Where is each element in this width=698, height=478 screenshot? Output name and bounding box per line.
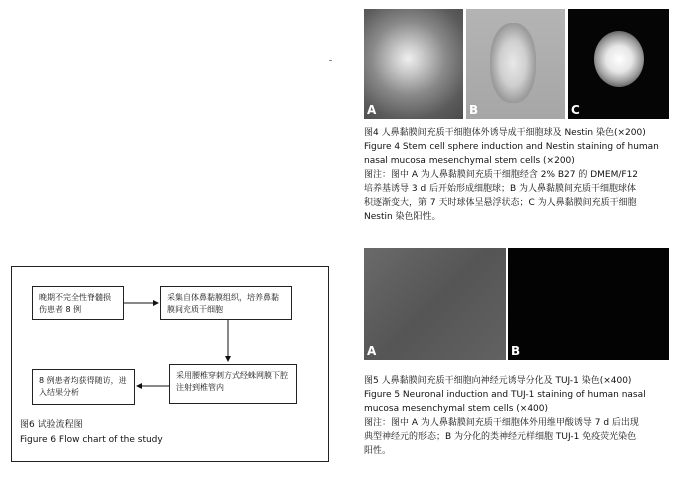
flow-box-3: 采用腰椎穿刺方式经蛛网膜下腔注射到椎管内 (169, 364, 297, 404)
figure5-caption-en-2: mucosa mesenchymal stem cells (×400) (364, 404, 549, 414)
figure5-note-2: 典型神经元的形态；B 为分化的类神经元样细胞 TUJ-1 免疫荧光染色 (364, 432, 637, 442)
figure6-caption-cn: 图6 试验流程图 (20, 420, 83, 430)
panel-label-b: B (511, 344, 521, 358)
figure5-note-3: 阳性。 (364, 446, 392, 456)
figure4-note-1: 图注：图中 A 为人鼻黏膜间充质干细胞经含 2% B27 的 DMEM/F12 (364, 170, 639, 180)
flow-box-1: 晚期不完全性脊髓损伤患者 8 例 (32, 286, 124, 320)
panel-label-b: B (469, 103, 479, 117)
figure4-note-3: 积逐渐变大，第 7 天时球体呈悬浮状态；C 为人鼻黏膜间充质干细胞 (364, 198, 637, 208)
figure5-note-1: 图注：图中 A 为人鼻黏膜间充质干细胞体外用维甲酸诱导 7 d 后出现 (364, 418, 639, 428)
panel-label-c: C (571, 103, 580, 117)
panel-label-a: A (367, 103, 377, 117)
figure4-note-4: Nestin 染色阳性。 (364, 212, 441, 222)
figure5-caption-cn: 图5 人鼻黏膜间充质干细胞向神经元诱导分化及 TUJ-1 染色(×400) (364, 376, 632, 386)
panel-label-a: A (367, 344, 377, 358)
figure4-caption-en-2: nasal mucosa mesenchymal stem cells (×200) (364, 156, 575, 166)
figure4-note-2: 培养基诱导 3 d 后开始形成细胞球；B 为人鼻黏膜间充质干细胞球体 (364, 184, 637, 194)
figure4-caption-cn: 图4 人鼻黏膜间充质干细胞体外诱导成干细胞球及 Nestin 染色(×200) (364, 128, 646, 138)
figure6-caption-en: Figure 6 Flow chart of the study (20, 435, 163, 445)
figure5-caption-en-1: Figure 5 Neuronal induction and TUJ-1 staining of human nasal (364, 390, 646, 400)
figure4-caption-en-1: Figure 4 Stem cell sphere induction and Nestin staining of human (364, 142, 659, 152)
flow-box-4: 8 例患者均获得随访，进入结果分析 (32, 369, 135, 405)
flow-box-2: 采集自体鼻黏膜组织，培养鼻黏膜间充质干细胞 (160, 286, 292, 320)
